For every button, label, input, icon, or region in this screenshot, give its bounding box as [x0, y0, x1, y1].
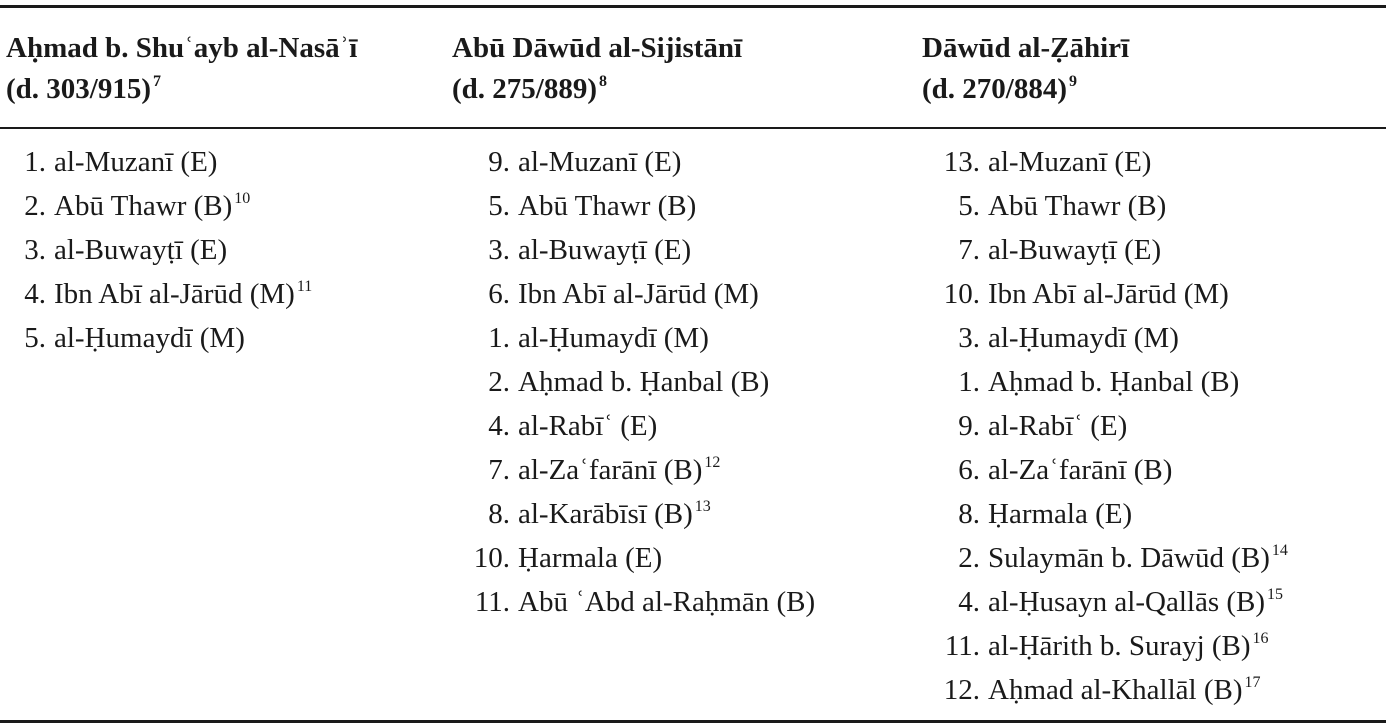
list-item — [922, 140, 1288, 184]
item-number: 2. — [24, 190, 46, 222]
list-item — [452, 580, 815, 624]
list-item — [922, 184, 1288, 228]
heading-date: (d. 303/915) $^7$ — [6, 73, 161, 105]
item-name-text: al-Ḥumaydī (M) — [518, 322, 709, 354]
list-item — [6, 184, 312, 228]
item-name — [980, 316, 1179, 360]
list-item — [922, 536, 1288, 580]
item-number: 4. — [958, 586, 980, 618]
list-item — [922, 492, 1288, 536]
item-name — [46, 228, 227, 272]
item-name — [980, 536, 1288, 580]
item-name — [510, 580, 815, 624]
item-name — [46, 184, 250, 228]
list-item — [452, 536, 815, 580]
table-top-rule — [0, 5, 1386, 8]
list-item — [922, 404, 1288, 448]
item-number: 8. — [488, 498, 510, 530]
list-item — [922, 360, 1288, 404]
item-name-text: Abū Thawr (B) — [988, 190, 1167, 222]
list-item — [452, 316, 815, 360]
item-name-text: al-Rabīʿ (E) — [518, 410, 658, 442]
item-number: 3. — [488, 234, 510, 266]
item-number: 10. — [943, 278, 980, 310]
item-name-text: al-Ḥārith b. Surayj (B) — [988, 630, 1251, 662]
item-number: 6. — [488, 278, 510, 310]
item-number: 1. — [958, 366, 980, 398]
list-item — [452, 404, 815, 448]
item-name — [46, 316, 245, 360]
footnote-ref: 9 — [1069, 73, 1077, 90]
item-number: 1. — [488, 322, 510, 354]
item-number: 11. — [474, 586, 510, 618]
item-number: 3. — [24, 234, 46, 266]
list-item — [452, 140, 815, 184]
item-name — [510, 228, 691, 272]
item-number: 10. — [473, 542, 510, 574]
item-name — [510, 448, 720, 492]
footnote-ref: 7 — [153, 73, 161, 90]
list-item — [452, 492, 815, 536]
item-number: 6. — [958, 454, 980, 486]
item-name — [510, 316, 709, 360]
column-heading — [922, 28, 1129, 110]
item-number: 2. — [488, 366, 510, 398]
list-item — [922, 316, 1288, 360]
heading-name: Abū Dāwūd al-Sijistānī — [452, 32, 743, 64]
table-header-rule — [0, 127, 1386, 129]
list-item — [6, 228, 312, 272]
item-name-text: al-Buwayṭī (E) — [518, 234, 692, 266]
list-item — [452, 228, 815, 272]
item-name — [46, 272, 312, 316]
item-name-text: Abū Thawr (B) — [518, 190, 697, 222]
item-number: 1. — [24, 146, 46, 178]
item-name — [510, 360, 769, 404]
item-name — [980, 228, 1161, 272]
item-name-text: Ibn Abī al-Jārūd (M) — [518, 278, 759, 310]
footnote-ref: 11 — [296, 278, 313, 295]
item-name — [510, 536, 662, 580]
item-number: 2. — [958, 542, 980, 574]
item-name — [980, 668, 1260, 712]
item-name-text: Ibn Abī al-Jārūd (M) — [54, 278, 295, 310]
item-number: 4. — [24, 278, 46, 310]
item-name-text: Ḥarmala (E) — [988, 498, 1133, 530]
item-name-text: Aḥmad b. Ḥanbal (B) — [518, 366, 770, 398]
list-item — [452, 272, 815, 316]
item-name-text: Sulaymān b. Dāwūd (B) — [988, 542, 1270, 574]
item-name — [980, 184, 1166, 228]
item-name-text: Ḥarmala (E) — [518, 542, 663, 574]
item-name — [980, 448, 1172, 492]
list-item — [922, 272, 1288, 316]
item-name-text: Aḥmad b. Ḥanbal (B) — [988, 366, 1240, 398]
item-name-text: al-Muzanī (E) — [518, 146, 682, 178]
footnote-ref: 13 — [694, 498, 711, 515]
item-name-text: al-Muzanī (E) — [54, 146, 218, 178]
list-item — [452, 360, 815, 404]
student-list — [6, 140, 312, 360]
footnote-ref: 14 — [1271, 542, 1288, 559]
item-name-text: al-Karābīsī (B) — [518, 498, 693, 530]
item-number: 8. — [958, 498, 980, 530]
item-number: 9. — [958, 410, 980, 442]
list-item — [452, 448, 815, 492]
item-name — [980, 360, 1239, 404]
item-number: 12. — [943, 674, 980, 706]
footnote-ref: 15 — [1267, 586, 1284, 603]
item-number: 5. — [958, 190, 980, 222]
item-number: 5. — [488, 190, 510, 222]
item-name-text: al-Zaʿfarānī (B) — [518, 454, 703, 486]
heading-name: Dāwūd al-Ẓāhirī — [922, 32, 1130, 64]
item-number: 5. — [24, 322, 46, 354]
item-name-text: al-Buwayṭī (E) — [988, 234, 1162, 266]
list-item — [922, 448, 1288, 492]
item-name — [510, 140, 681, 184]
item-name — [980, 140, 1151, 184]
list-item — [6, 272, 312, 316]
item-number: 9. — [488, 146, 510, 178]
list-item — [6, 140, 312, 184]
item-name — [980, 624, 1269, 668]
item-number: 11. — [944, 630, 980, 662]
footnote-ref: 8 — [599, 73, 607, 90]
item-name — [510, 492, 711, 536]
item-name-text: al-Ḥumaydī (M) — [988, 322, 1179, 354]
list-item — [922, 228, 1288, 272]
item-name — [46, 140, 217, 184]
item-name-text: al-Zaʿfarānī (B) — [988, 454, 1173, 486]
item-name-text: Ibn Abī al-Jārūd (M) — [988, 278, 1229, 310]
table-bottom-rule — [0, 720, 1386, 723]
item-name — [980, 492, 1132, 536]
student-list — [922, 140, 1288, 712]
item-number: 13. — [943, 146, 980, 178]
list-item — [922, 624, 1288, 668]
item-name-text: al-Muzanī (E) — [988, 146, 1152, 178]
student-list — [452, 140, 815, 624]
footnote-ref: 12 — [704, 454, 721, 471]
item-name-text: Abū ʿAbd al-Raḥmān (B) — [518, 586, 816, 618]
list-item — [922, 668, 1288, 712]
item-number: 3. — [958, 322, 980, 354]
item-name-text: al-Ḥumaydī (M) — [54, 322, 245, 354]
item-name — [510, 184, 696, 228]
item-name — [980, 580, 1283, 624]
item-name-text: Aḥmad al-Khallāl (B) — [988, 674, 1243, 706]
item-name-text: al-Buwayṭī (E) — [54, 234, 228, 266]
item-name-text: Abū Thawr (B) — [54, 190, 233, 222]
column-heading — [6, 28, 357, 110]
item-name-text: al-Rabīʿ (E) — [988, 410, 1128, 442]
item-number: 4. — [488, 410, 510, 442]
item-name — [980, 404, 1127, 448]
item-name — [510, 272, 759, 316]
item-number: 7. — [958, 234, 980, 266]
footnote-ref: 17 — [1244, 674, 1261, 691]
footnote-ref: 16 — [1252, 630, 1269, 647]
item-number: 7. — [488, 454, 510, 486]
list-item — [452, 184, 815, 228]
item-name — [510, 404, 657, 448]
heading-date: (d. 275/889) $^8$ — [452, 73, 607, 105]
footnote-ref: 10 — [234, 190, 251, 207]
item-name — [980, 272, 1229, 316]
item-name-text: al-Ḥusayn al-Qallās (B) — [988, 586, 1266, 618]
column-heading — [452, 28, 742, 110]
list-item — [922, 580, 1288, 624]
heading-date: (d. 270/884) $^9$ — [922, 73, 1077, 105]
heading-name: Aḥmad b. Shuʿayb al-Nasāʾī — [6, 32, 358, 64]
list-item — [6, 316, 312, 360]
